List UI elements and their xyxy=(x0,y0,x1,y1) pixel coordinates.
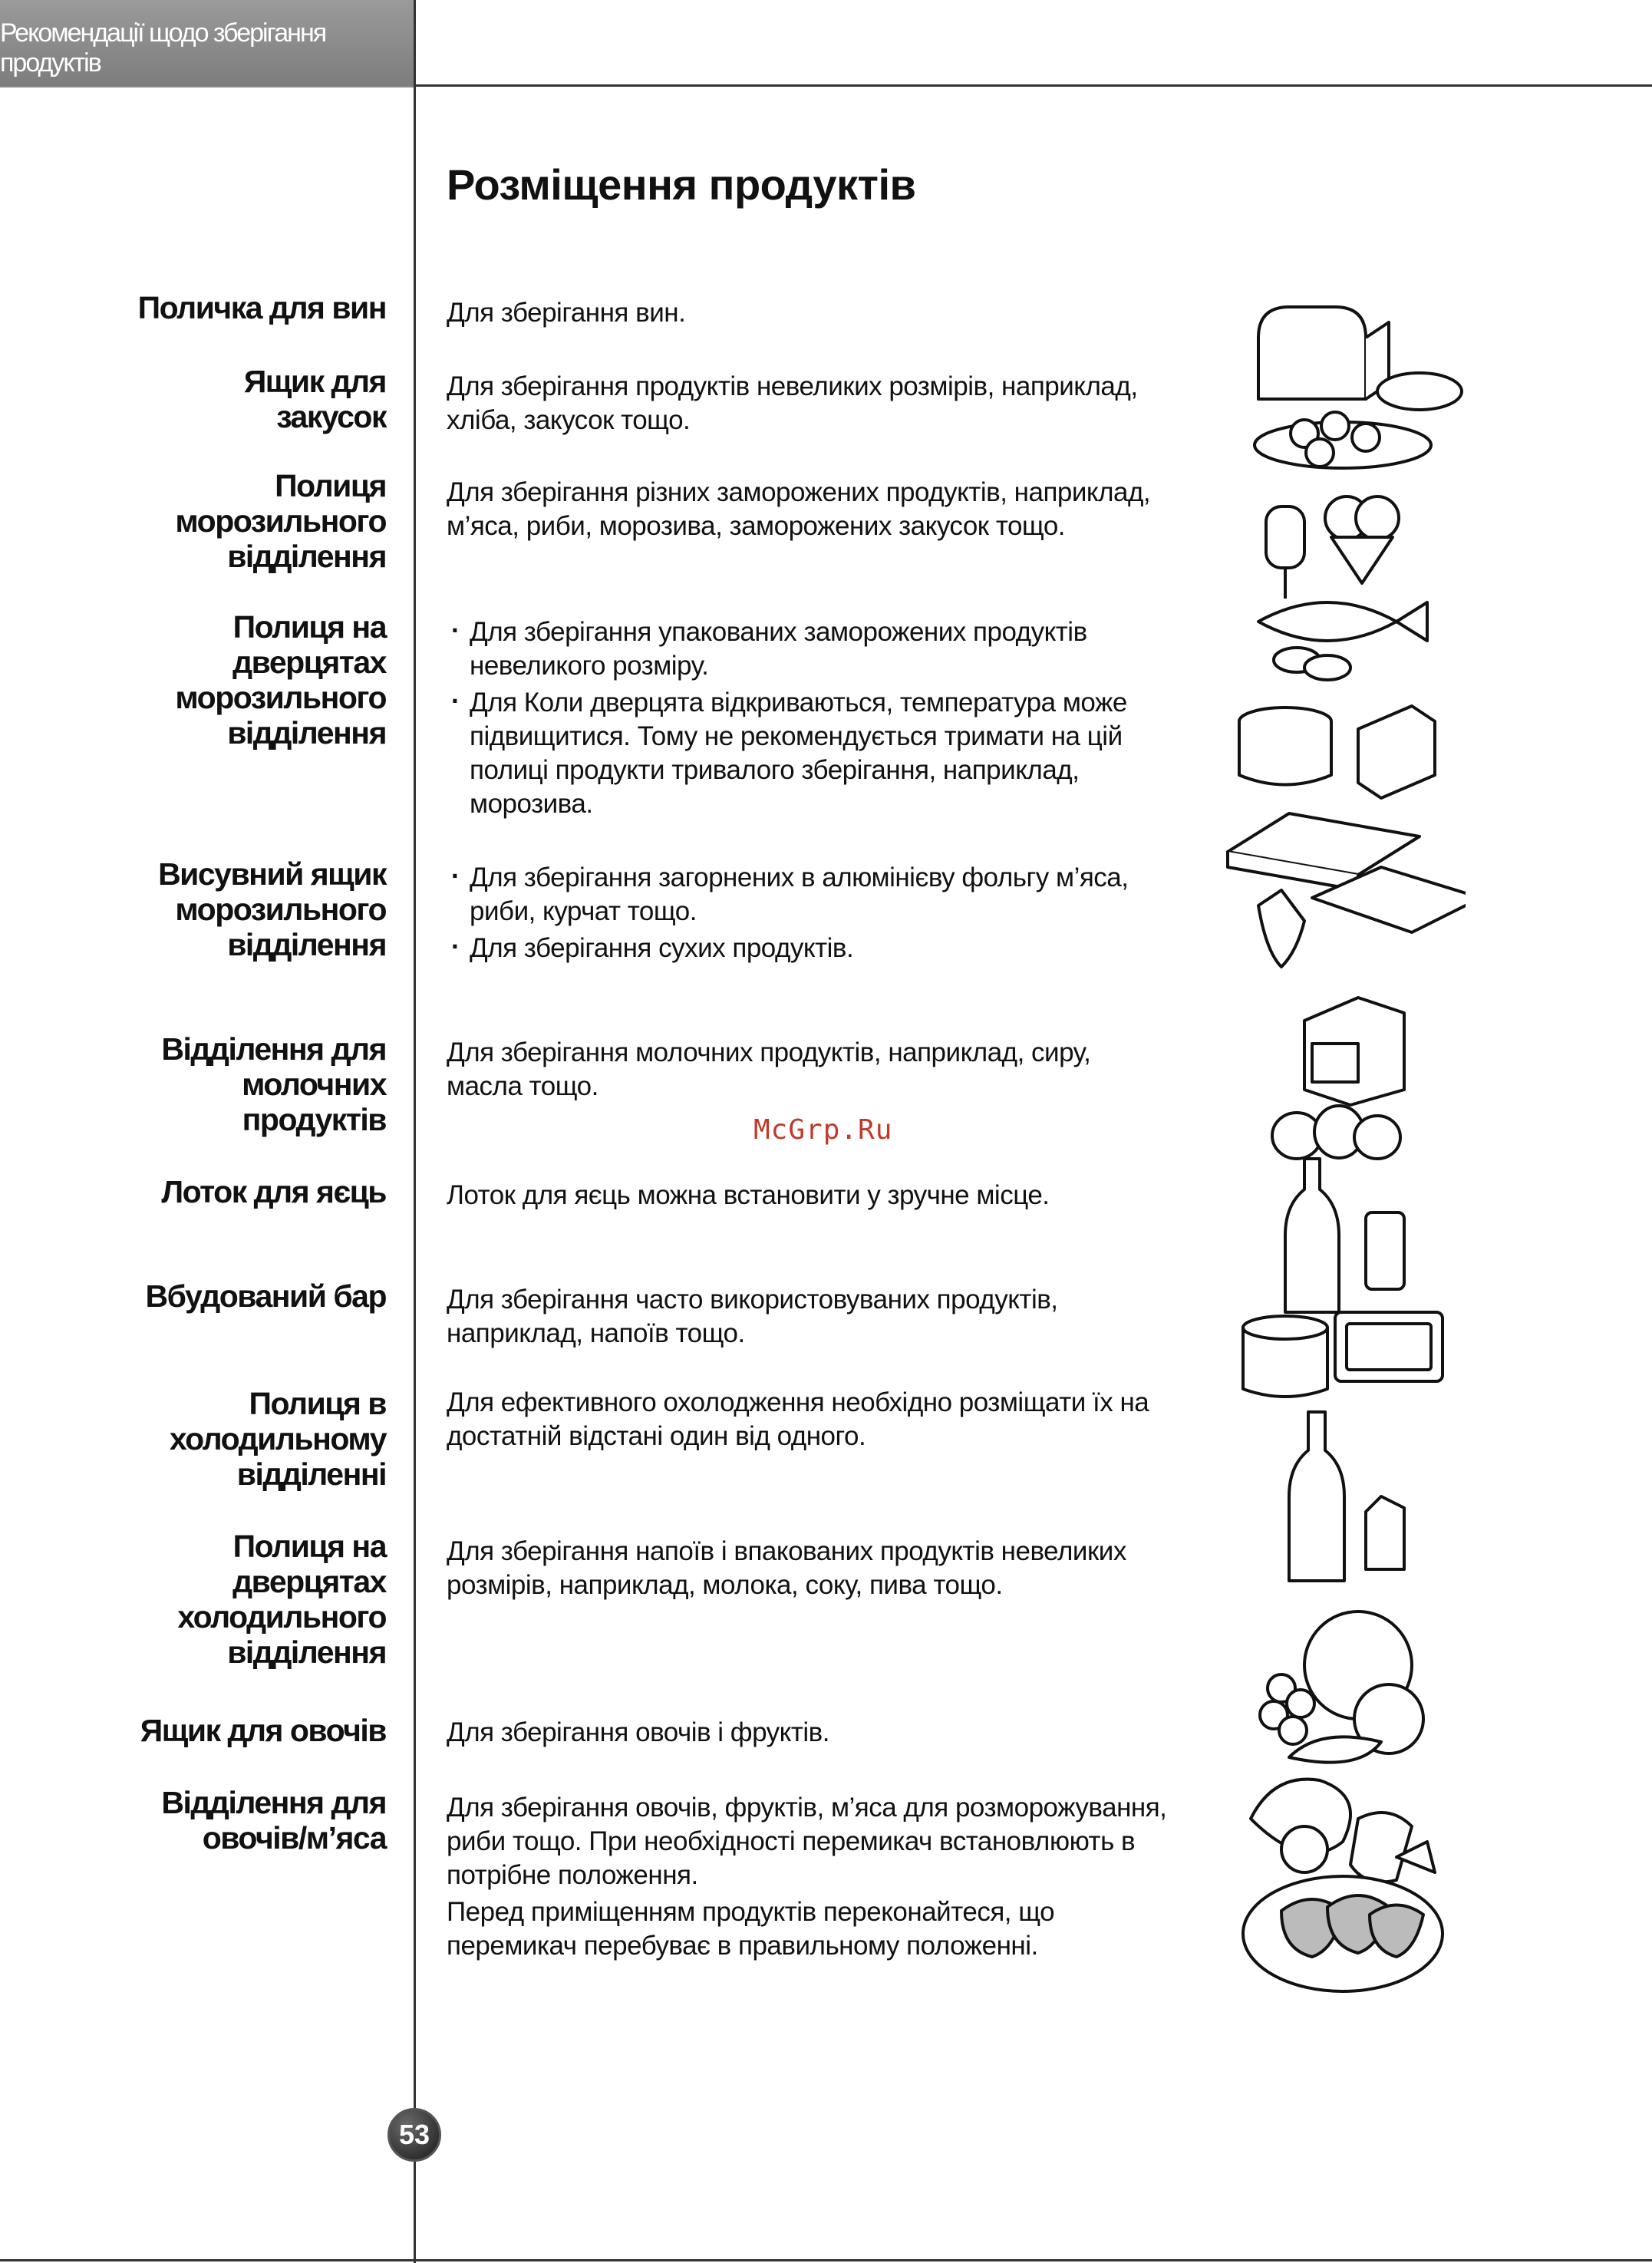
section-label-vegetable-meat-compartment: Відділення для овочів/м’яса xyxy=(161,1785,386,1856)
section-label-dairy-compartment: Відділення для молочних продуктів xyxy=(161,1031,386,1137)
milk-bottle-icon xyxy=(1289,1412,1404,1581)
bullet-item: · Для зберігання сухих продуктів. xyxy=(447,932,1168,965)
section-text-built-in-bar: Для зберігання часто використовуваних продуктів, наприклад, напоїв тощо. xyxy=(447,1285,1058,1348)
fish-icon xyxy=(1258,602,1427,680)
section-text-fridge-door-shelf: Для зберігання напоїв і впакованих продуктів невеликих розмірів, наприклад, молока, соку, пива тощо. xyxy=(447,1536,1126,1600)
ice-cream-icon xyxy=(1266,496,1399,599)
section-label-wine-shelf: Поличка для вин xyxy=(137,290,386,325)
watermark: McGrp.Ru xyxy=(753,1114,893,1146)
eggs-icon xyxy=(1272,1106,1400,1159)
section-label-freezer-door-shelf: Полиця на дверцятах морозильного відділення xyxy=(175,609,386,750)
section-label-egg-tray: Лоток для яєць xyxy=(161,1174,386,1209)
bullet-item: · Для зберігання упакованих заморожених продуктів невеликого розміру. xyxy=(447,615,1168,683)
header-section-title: Рекомендації щодо зберігання продуктів xyxy=(0,18,326,78)
section-text-egg-tray: Лоток для яєць можна встановити у зручне місце. xyxy=(447,1180,1050,1210)
containers-icon xyxy=(1243,1312,1443,1397)
section-label-fridge-door-shelf: Полиця на дверцятах холодильного відділення xyxy=(177,1529,386,1670)
section-text-freezer-shelf: Для зберігання різних заморожених продуктів, наприклад, м’яса, риби, морозива, заморожених закусок тощо. xyxy=(447,477,1151,541)
bullet-item: · Для Коли дверцята відкриваються, температура може підвищитися. Тому не рекомендується тримати на цій полиці продукти тривалого зберігання, наприклад, морозива. xyxy=(447,686,1168,821)
food-illustrations xyxy=(1212,284,1466,2003)
section-label-freezer-shelf: Полиця морозильного відділення xyxy=(175,468,386,574)
section-label-fridge-shelf: Полиця в холодильному відділенні xyxy=(169,1386,386,1492)
frozen-package-icon xyxy=(1239,706,1435,798)
foil-meat-icon xyxy=(1228,813,1466,967)
section-label-built-in-bar: Вбудований бар xyxy=(145,1278,386,1314)
page-title: Розміщення продуктів xyxy=(447,160,916,209)
header-rule xyxy=(414,84,1652,87)
section-label-snack-drawer: Ящик для закусок xyxy=(243,364,386,434)
bottom-rule xyxy=(0,2259,1652,2261)
section-label-freezer-drawer: Висувний ящик морозильного відділення xyxy=(158,856,386,962)
section-label-vegetable-drawer: Ящик для овочів xyxy=(140,1713,386,1748)
bullet-item: · Для зберігання загорнених в алюмінієву фольгу м’яса, риби, курчат тощо. xyxy=(447,861,1168,929)
section-text-dairy-compartment: Для зберігання молочних продуктів, наприклад, сиру, масла тощо. xyxy=(447,1037,1091,1101)
section-text-wine-shelf: Для зберігання вин. xyxy=(447,298,686,328)
fruits-icon xyxy=(1260,1611,1423,1763)
section-text-vegetable-drawer: Для зберігання овочів і фруктів. xyxy=(447,1717,830,1747)
header-section-tab xyxy=(0,0,414,86)
section-text-vegetable-meat-compartment: Для зберігання овочів, фруктів, м’яса для розморожування, риби тощо. При необхідності перемикач встановлюють в потрібне положення. Перед приміщенням продуктів переконайтеся, що перемикач перебуває в правильному положенні. xyxy=(447,1793,1167,1961)
cheese-icon xyxy=(1304,998,1404,1105)
bottle-can-icon xyxy=(1285,1159,1404,1312)
page-number-badge xyxy=(387,2108,441,2162)
section-text-fridge-shelf: Для ефективного охолодження необхідно розміщати їх на достатній відстані один від одного. xyxy=(447,1387,1149,1451)
meat-plate-icon xyxy=(1243,1876,1443,1991)
column-divider xyxy=(414,0,416,2263)
page-number: 53 xyxy=(398,2119,430,2150)
header-underline xyxy=(0,86,414,87)
bread-icon xyxy=(1255,307,1462,468)
section-text-freezer-door-shelf xyxy=(447,615,1168,824)
section-text-freezer-drawer xyxy=(447,861,1168,968)
section-text-snack-drawer: Для зберігання продуктів невеликих розмірів, наприклад, хліба, закусок тощо. xyxy=(447,371,1138,435)
vegetables-icon xyxy=(1251,1780,1435,1882)
